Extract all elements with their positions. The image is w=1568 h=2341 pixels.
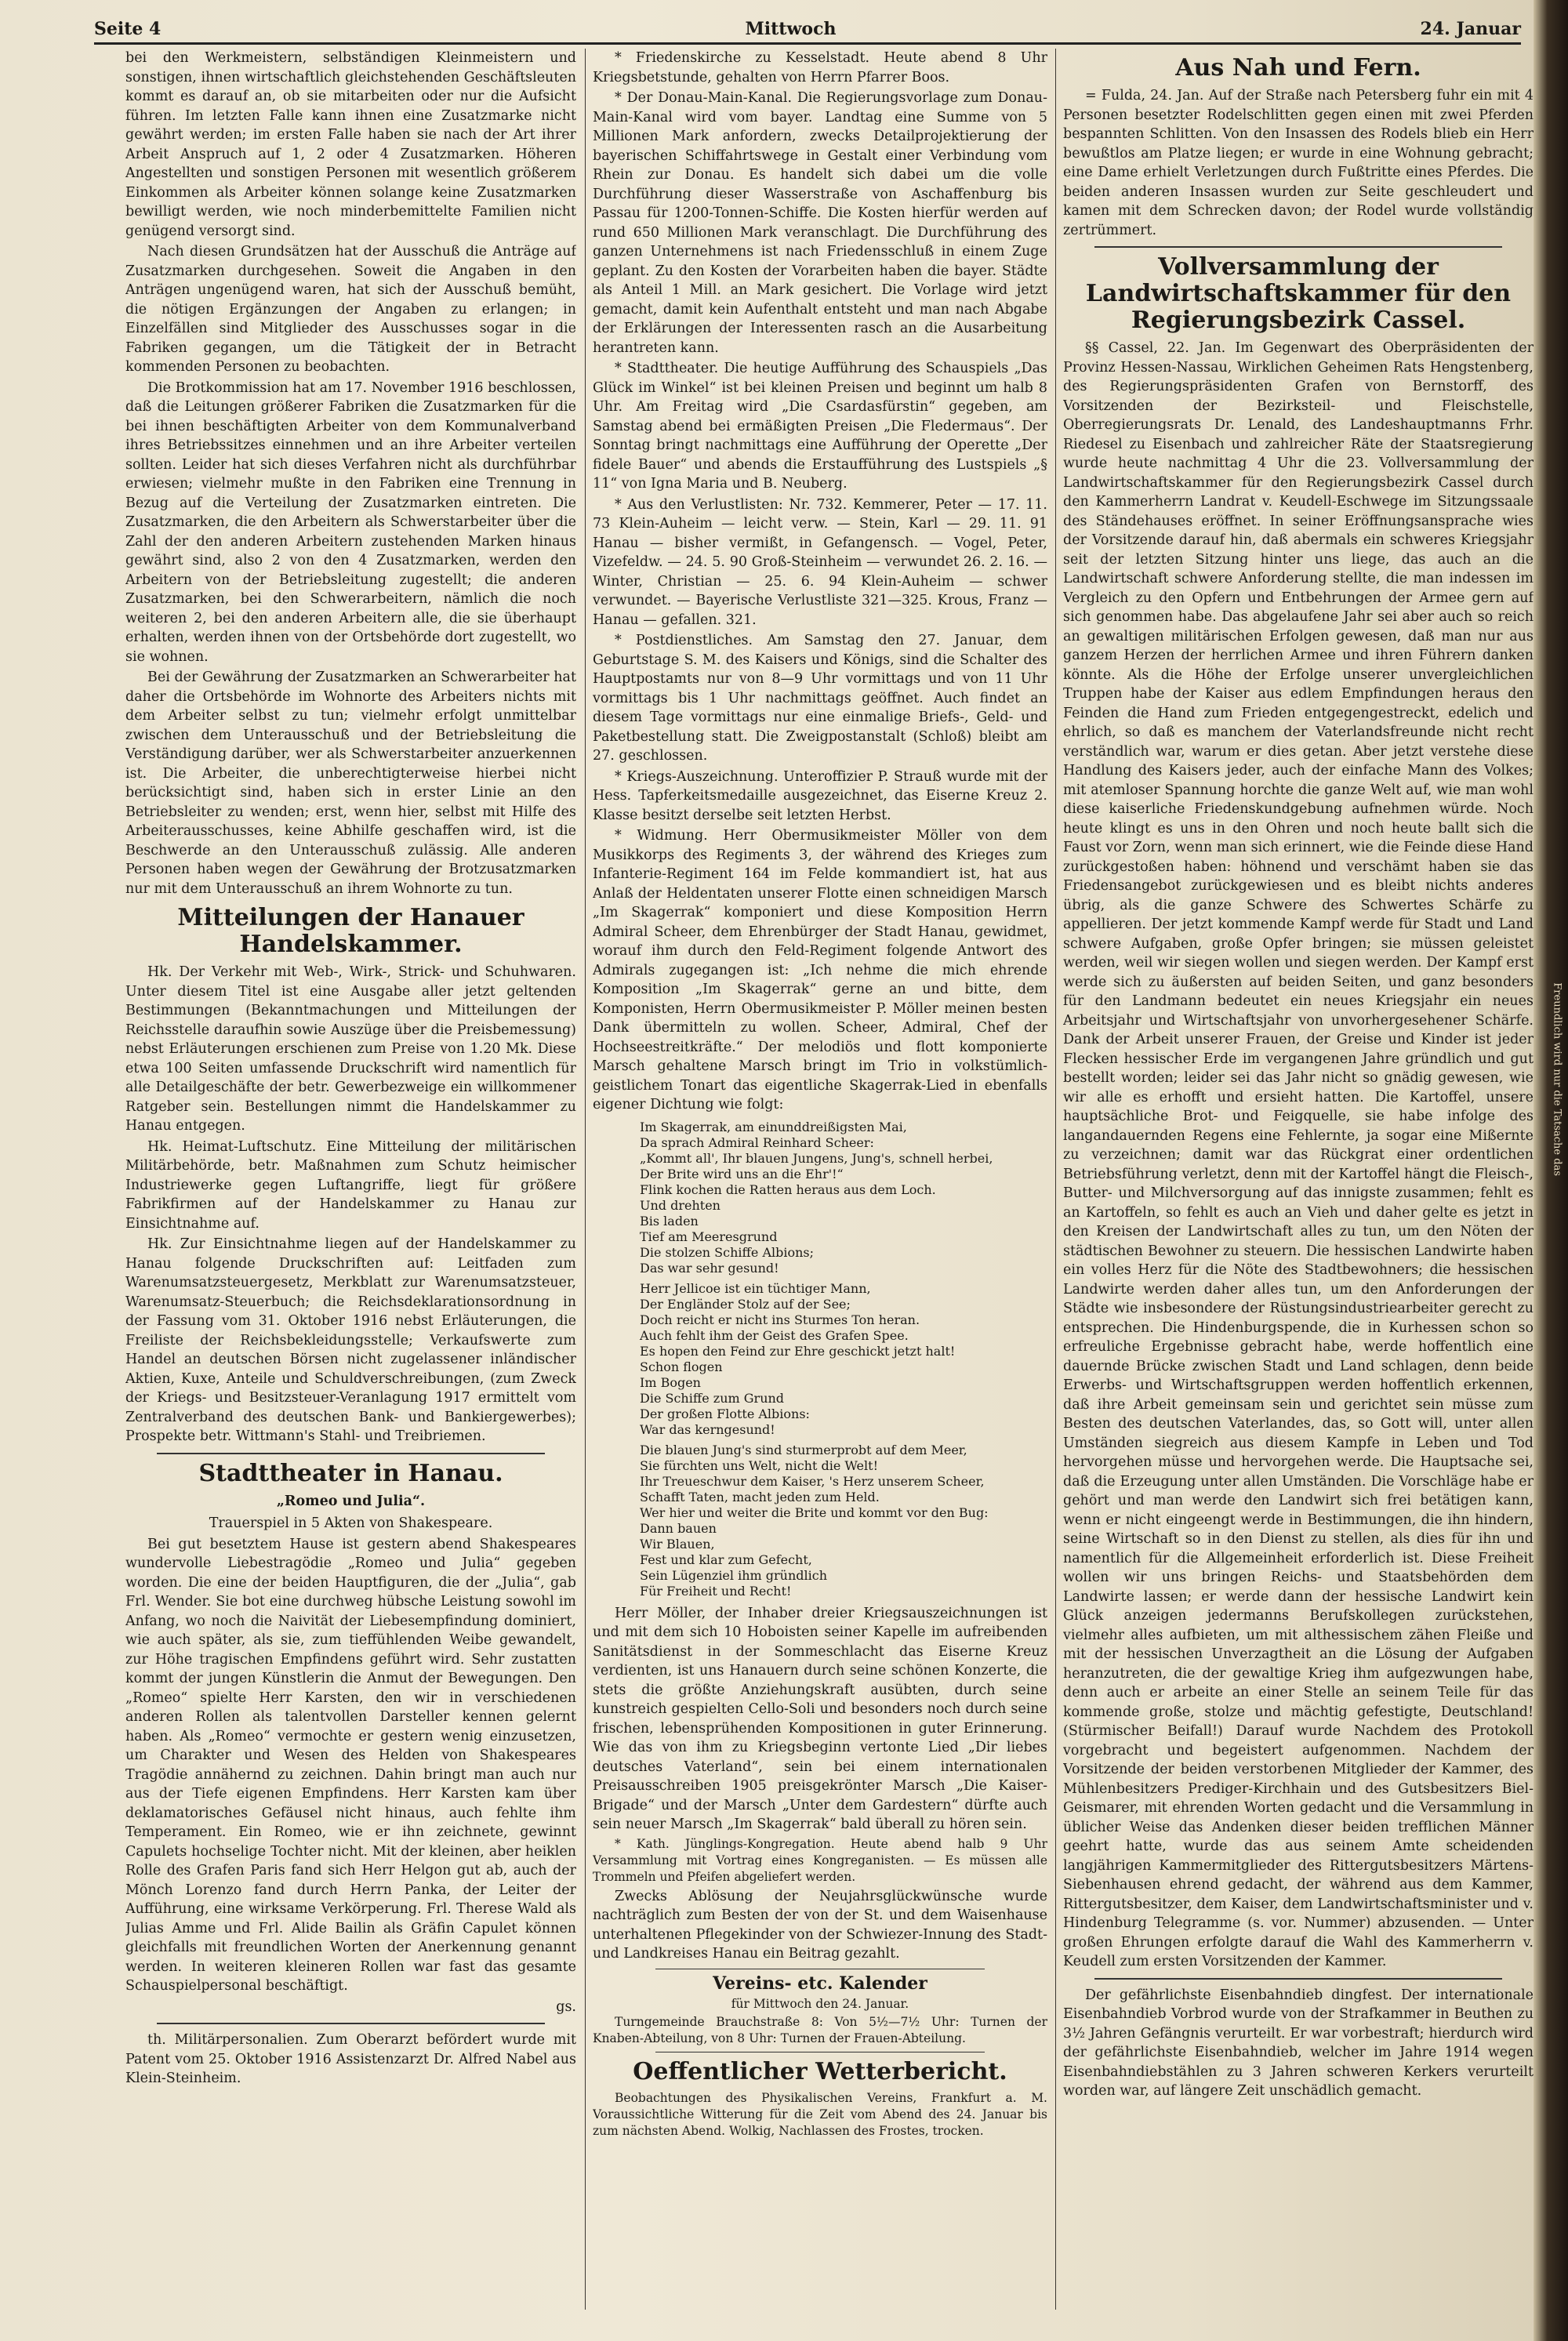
article-text: Der gefährlichste Eisenbahndieb dingfest. Der internationale Eisenbahndieb Vorbrod wurde von der Strafkammer in Beuthen zu 3½ Jahren Gefängnis verurteilt. Er war vorbestraft; hierdurch wird der gefährlichste Eisenbahndieb, welcher im Jahre 1914 wegen Eisenbahndiebstählen zu 3 Jahren schweren Kerkers verurteilt worden war, auf längere Zeit unschädlich gemacht. [1063,1987,1534,2099]
weather-heading: Oeffentlicher Wetterbericht. [633,2058,1007,2085]
issue-date: 24. Januar [1420,19,1521,39]
article-text: * Der Donau-Main-Kanal. Die Regierungsvorlage zum Donau-Main-Kanal wird vom bayer. Landtag eine Summe von 5 Millionen Mark anfordern, zwecks Detailprojektierung der bayerischen Schiffahrtswege in Gestalt einer Verbindung vom Rhein zur Donau. Es handelt sich dabei um die volle Durchführung dieser Wasserstraße von Aschaffenburg bis Passau für 1200-Tonnen-Schiffe. Die Kosten hierfür werden auf rund 650 Millionen Mark veranschlagt. Die Durchführung des ganzen Unternehmens ist nach Friedensschluß in einem Zuge geplant. Zu den Kosten der Vorarbeiten haben die bayer. Städte als Anteil 1 Mill. an Mark gesichert. Die Vorlage wird jetzt gemacht, damit kein Aufenthalt entsteht und man nach Abgabe der Erklärungen der Interessenten rasch an die Ausarbeitung herantreten kann. [593,90,1047,356]
author-signature: gs. [556,1998,576,2015]
poem-stanza: Herr Jellicoe ist ein tüchtiger Mann, Der Engländer Stolz auf der See; Doch reicht er nicht ins Sturmes Ton heran. Auch fehlt ihm der Geist des Grafen Spee. Es hopen den Feind zur Ehre geschickt jetzt halt! Schon flogen Im Bogen Die Schiffe zum Grund Der großen Flotte Albions: War das kerngesund! [640,1280,956,1437]
article-text: * Widmung. Herr Obermusikmeister Möller von dem Musikkorps des Regiments 3, der während des Krieges zum Infanterie-Regiment 164 im Felde kommandiert ist, hat aus Anlaß der Heldentaten unserer Flotte einen schneidigen Marsch „Im Skagerrak“ komponiert und diese Komposition Herrn Admiral Scheer, dem Ehrenbürger der Stadt Hanau, gewidmet, worauf ihm durch den Feld-Regiment folgende Antwort des Admirals zugegangen ist: „Ich nehme die mich ehrende Komposition „Im Skagerrak“ gerne an und bitte, dem Komponisten, Herrn Obermusikmeister P. Möller meinen besten Dank übermitteln zu wollen. Scheer, Admiral, Chef der Hochseestreitkräfte.“ Der melodiös und flott komponierte Marsch gehaltene Marsch bringt im Trio in volkstümlich-geistlichem Tonart das eigentliche Skagerrak-Lied in ebenfalls eigener Dichtung wie folgt: [593,828,1047,1112]
article-text: Herr Möller, der Inhaber dreier Kriegsauszeichnungen ist und mit dem sich 10 Hoboisten seiner Kapelle im aufreibenden Sanitätsdienst in der Sommeschlacht das Eiserne Kreuz verdienten, ist uns Hanauern durch seine schönen Konzerte, die stets die größte Anziehungskraft ausübten, durch seine kunstreich gespielten Cello-Soli und besonders noch durch seine frischen, lebensprühenden Kompositionen in guter Erinnerung. Wie das von ihm zu Kriegsbeginn vertonte Lied „Dir liebes deutsches Vaterland“, sein bei einem internationalen Preisausschreiben 1905 preisgekrönter Marsch „Die Kaiser-Brigade“ und der Marsch „Unter dem Gardestern“ dürfte auch sein neuer Marsch „Im Skagerrak“ bald überall zu hören sein. [593,1605,1047,1832]
section-heading-aus-nah-und-fern: Aus Nah und Fern. [1175,54,1421,82]
divider [1094,246,1502,248]
article-text: Hk. Zur Einsichtnahme liegen auf der Handelskammer zu Hanau folgende Druckschriften auf: Leitfaden zum Warenumsatzsteuergesetz, Merkblatt zur Warenumsatzsteuer, Warenumsatz-Steuerbuch; die Reichsdeklarationsordnung in der Fassung vom 31. Oktober 1916 nebst Erläuterungen, die Freiliste der Reichsbekleidungsstelle; Verkaufswerte zum Handel an deutschen Börsen nicht zugelassener inländischer Aktien, Kuxe, Anteile und Schuldverschreibungen, (zum Zweck der Kriegs- und Besitzsteuer-Veranlagung 1917 ermittelt vom Zentralverband des deutschen Bank- und Bankiergewerbes); Prospekte betr. Wittmann's Stahl- und Treibriemen. [125,1236,576,1444]
column-1 [125,49,576,2317]
article-text: §§ Cassel, 22. Jan. Im Gegenwart des Oberpräsidenten der Provinz Hessen-Nassau, Wirklichen Geheimen Rats Hengstenberg, des Regierungspräsidenten Grafen von Bernstorff, des Vorsitzenden der Bezirksteil- und Fleischstelle, Oberregierungsrats Dr. Lenald, des Landeshauptmanns Frhr. Riedesel zu Eisenbach und zahlreicher Räte der Staatsregierung wurde heute nachmittag 4 Uhr die 23. Vollversammlung der Landwirtschaftskammer für den Regierungsbezirk Cassel durch den Kammerherrn Landrat v. Keudell-Eschwege im Sitzungssaale des Ständehauses eröffnet. In seiner Eröffnungsansprache wies der Vorsitzende darauf hin, daß abermals ein schweres Kriegsjahr seit der letzten Sitzung hinter uns liege, das auch an die Landwirtschaft schwere Anforderung stellte, die man indessen im Vergleich zu den Opfern und Entbehrungen der Armee gern auf sich genommen habe. Das abgelaufene Jahr sei aber auch so reich an gewaltigen militärischen Erfolgen gewesen, daß man nur aus ganzem Herzen der herrlichen Armee und ihren Führern danken könnte. Als die Höhe der Erfolge unserer unvergleichlichen Truppen habe der Kaiser aus edlem Empfindungen heraus den Feinden die Hand zum Frieden entgegengestreckt, edelich und ehrlich, so daß es manchem der Vaterlandsfreunde nicht recht verständlich war, warum er dies getan. Aber jetzt verstehe diese Handlung des Kaisers jeder, auch der einfache Mann des Volkes; mit atemloser Spannung horchte die ganze Welt auf, wie man wohl diese kaiserliche Friedenskundgebung aufnehmen würde. Noch heute klingt es uns in den Ohren und noch heute ballt sich die Faust vor Zorn, wenn man sich erinnert, wie die Feinde diese Hand zurückgestoßen haben: höhnend und verschämt haben sie das Friedensangebot zurückgewiesen und es bleibt nichts anderes übrig, als die ganze Schwere des Schwertes Schärfe zu appellieren. Der jetzt kommende Kampf werde für Stadt und Land schwere Aufgaben, große Opfer bringen; sie müssen geleistet werden, weil wir siegen wollen und siegen werden. Der Kampf erst werde sich zu äußersten auf beiden Seiten, und ganz besonders für den Landmann bedeutet ein neues Kriegsjahr ein neues Arbeitsjahr und Wirtschaftsjahr von unvorhergesehener Schärfe. Dank der Arbeit unserer Frauen, der Greise und Kinder ist jeder Flecken hessischer Erde im vergangenen Jahre gründlich und gut bestellt worden; leider sei das Jahr nicht so gnädig gewesen, wie wir alle es erhofft und ersieht hatten. Die Kartoffel, unsere hauptsächliche Brot- und Feigquelle, sie habe infolge des langandauernden Regens eine Fehlernte, ja sogar eine Mißernte zu verzeichnen; damit war das Rückgrat einer ordentlichen Betriebsführung verletzt, denn mit der Kartoffel hängt die Fleisch-, Butter- und Milchversorgung auf das innigste zusammen; fehlt es an Kartoffeln, so fehlt es auch an Vieh und daher gelte es jetzt in den Kreisen der Landwirtschaft alles zu tun, um den Nöten der städtischen Bewohner zu steuern. Die hessischen Landwirte haben ein volles Herz für die Nöte des Stadtbewohners; die hessischen Landwirte werden daher alles tun, um den Anforderungen der Städte wie insbesondere der Rüstungsindustriearbeiter gerecht zu entsprechen. Die Hindenburgspende, die in Kurhessen schon so erfreuliche Ergebnisse gebracht habe, werde hoffentlich eine dauernde Brücke zwischen Stadt und Land schlagen, denn beide Erwerbs- und Wirtschaftsgruppen werden hoffentlich erkennen, daß ihre Arbeit gemeinsam sein und gerichtet sein müsse zum Besten des deutschen Vaterlandes, das, so Gott will, unter allen Umständen siegreich aus diesem Kampfe in Leben und Tod hervorgehen müsse und hervorgehen werde. Die Hauptsache sei, daß die Erzeugung unter allen Umständen. Die Vorschläge habe er gehört und man werde den Landwirt sich frei betätigen kann, wenn er nicht eingeengt werde in Bestimmungen, die ihn hindern, seine Wirtschaft so in den Dienst zu stellen, als dies für ihn und namentlich für die Allgemeinheit erforderlich ist. Diese Freiheit wollen wir uns bringen Reichs- und Staatsbehörden dem Landwirte lassen; er werde dann der hessische Landwirt kein Glück anzeigen jedermanns Berufskollegen zurückstehen, vielmehr alles aufbieten, um mit althessischem zähen Fleiße und mit der hessischen Unverzagtheit an die Lösung der Aufgaben heranzutreten, die der gewaltige Krieg ihm aufgezwungen habe, denn auch er arbeite an einer Stelle an seinem Teile für das kommende große, stolze und mächtig gefestigte, Deutschland! (Stürmischer Beifall!) Darauf wurde Nachdem des Protokoll vorgebracht und begeistert aufgenommen. Nachdem der Vorsitzende der beiden verstorbenen Mitglieder der Kammer, des Mühlenbesitzers Prediger-Kirchhain und des Gutsbesitzers Biel-Geismarer, mit ehrenden Worten gedacht und die Versammlung in üblicher Weise das Andenken dieser beiden trefflichen Männer geehrt hatte, wurde das aus seinem Amte scheidenden langjährigen Kammermitglieder des Rittergutsbesitzers Märtens-Siebenhausen ehrend gedacht, der während aus dem Kammer, Rittergutsbesitzer, dem Kaiser, dem Landwirtschaftsminister und v. Hindenburg Telegramme (s. vor. Nummer) abzusenden. — Unter großen Ehrungen erfolgte darauf die Wahl des Kammerherrn v. Keudell zum ersten Vorsitzenden der Kammer. [1063,340,1534,1969]
review-title: „Romeo und Julia“. [276,1493,426,1509]
article-text: Bei gut besetztem Hause ist gestern abend Shakespeares wundervolle Liebestragödie „Romeo und Julia“ gegeben worden. Die eine der beiden Hauptfiguren, die der „Julia“, gab Frl. Wender. Sie bot eine durchweg hübsche Leistung sowohl im Anfang, wo noch die Naivität der Liebesempfindung dominiert, wie auch später, als sie, zum tieffühlenden Weibe gewandelt, zur Höhe tragischen Empfindens geführt wird. Sehr zustatten kommt der jungen Künstlerin die Anmut der Bewegungen. Den „Romeo“ spielte Herr Karsten, den wir in verschiedenen anderen Rollen als talentvollen Darsteller kennen gelernt haben. Als „Romeo“ vermochte er gestern wenig einzusetzen, um Charakter und Wesen des Helden von Shakespeares Tragödie annähernd zu zeichnen. Dahin bringt man auch nur aus der Tiefe eigenen Empfindens. Herr Karsten kam über deklamatorisches Gefäusel nicht hinaus, auch fehlte ihm Temperament. Ein Romeo, wie er ihn zeichnete, gewinnt Capulets hochselige Tochter nicht. Mit der kleinen, aber heiklen Rolle des Grafen Paris fand sich Herr Helgon gut ab, auch der Mönch Lorenzo fand durch Herrn Panka, der Leiter der Aufführung, eine wirksame Verkörperung. Frl. Therese Wald als Julias Amme und Frl. Alide Bailin als Gräfin Capulet können gleichfalls mit freundlichen Worten der Anerkennung genannt werden. In weiteren kleineren Rollen war fast das gesamte Schauspielpersonal beschäftigt. [125,1536,576,1994]
divider [1094,1978,1502,1980]
column-rule [1055,49,1056,2310]
article-text: * Stadttheater. Die heutige Aufführung des Schauspiels „Das Glück im Winkel“ ist bei kleinen Preisen und beginnt um halb 8 Uhr. Am Freitag wird „Die Csardasfürstin“ gegeben, am Samstag abend bei ermäßigten Preisen „Die Fledermaus“. Der Sonntag bringt nachmittags eine Aufführung der Operette „Der fidele Bauer“ und abends die Erstaufführung des Lustspiels „§ 11“ von Igna Maria und B. Neuberg. [593,361,1047,492]
column-3 [1063,49,1534,2317]
article-text: Nach diesen Grundsätzen hat der Ausschuß die Anträge auf Zusatzmarken durchgesehen. Soweit die Angaben in den Anträgen ungenügend waren, hat sich der Ausschuß bemüht, die nötigen Ergänzungen der Angaben zu erlangen; in Einzelfällen sind Mitglieder des Ausschusses sogar in die Fabriken gegangen, um die Tätigkeit der in Betracht kommenden Personen zu beobachten. [125,244,576,375]
article-text: * Kath. Jünglings-Kongregation. Heute abend halb 9 Uhr Versammlung mit Vortrag eines Kongreganisten. — Es müssen alle Trommeln und Pfeifen abgeliefert werden. [593,1836,1047,1884]
divider [157,1453,545,1454]
weather-report: Beobachtungen des Physikalischen Vereins, Frankfurt a. M. Voraussichtliche Witterung für die Zeit vom Abend des 24. Januar bis zum nächsten Abend. Wolkig, Nachlassen des Frostes, trocken. [593,2091,1047,2138]
review-subtitle: Trauerspiel in 5 Akten von Shakespeare. [209,1515,493,1531]
binding-edge [1534,0,1568,2341]
poem-stanza: Die blauen Jung's sind sturmerprobt auf dem Meer, Sie fürchten uns Welt, nicht die Welt! Ihr Treueschwur dem Kaiser, 's Herz unserem Scheer, Schafft Taten, macht jeden zum Held. Wer hier und weiter die Brite und kommt vor den Bug: Dann bauen Wir Blauen, Fest und klar zum Gefecht, Sein Lügenziel ihm gründlich Für Freiheit und Recht! [640,1442,989,1599]
article-text: * Kriegs-Auszeichnung. Unteroffizier P. Strauß wurde mit der Hess. Tapferkeitsmedaille ausgezeichnet, das Eiserne Kreuz 2. Klasse besitzt derselbe seit letzten Herbst. [593,768,1047,823]
article-text: Bei der Gewährung der Zusatzmarken an Schwerarbeiter hat daher die Ortsbehörde im Wohnorte des Arbeiters nichts mit dem Arbeiter selbst zu tun; vielmehr erfolgt unmittelbar zwischen dem Unterausschuß und der Betriebsleitung die Verständigung darüber, wer als Schwerstarbeiter anzuerkennen ist. Die Arbeiter, die unberechtigterweise hierbei nicht berücksichtigt sind, haben sich in erster Linie an den Betriebsleiter zu wenden; erst, wenn hier, selbst mit Hilfe des Arbeiterausschusses, keine Abhilfe geschaffen wird, ist die Beschwerde an den Unterausschuß zulässig. Alle anderen Personen haben wegen der Gewährung der Brotzusatzmarken nur mit dem Unterausschuß an ihrem Wohnorte zu tun. [125,670,576,897]
section-heading-vollversammlung: Vollversammlung der Landwirtschaftskammer für den Regierungsbezirk Cassel. [1085,253,1512,334]
article-text: bei den Werkmeistern, selbständigen Kleinmeistern und sonstigen, ihnen wirtschaftlich gleichstehenden Geschäftsleuten kommt es darauf an, ob sie mitarbeiten oder nur die Aufsicht führen. Im letzten Falle kann ihnen eine Zusatzmarke nicht gewährt werden; im ersten Falle haben sie nach der Art ihrer Arbeit Anspruch auf 1, 2 oder 4 Zusatzmarken. Höheren Angestellten und sonstigen Personen mit wesentlich größerem Einkommen als Arbeiter können solange keine Zusatzmarken bewilligt werden, wie noch minderbemittelte Familien nicht genügend versorgt sind. [125,50,576,239]
column-2 [593,49,1047,2317]
article-text: = Fulda, 24. Jan. Auf der Straße nach Petersberg fuhr ein mit 4 Personen besetzter Rodelschlitten gegen einen mit zwei Pferden bespannten Schlitten. Von den Insassen des Rodels blieb ein Herr bewußtlos am Platze liegen; er wurde in eine Wohnung gebracht; eine Dame erhielt Verletzungen durch Fußtritte eines Pferdes. Die beiden anderen Insassen wurden zur Seite geschleudert und kamen mit dem Schrecken davon; der Rodel wurde vollständig zertrümmert. [1063,88,1534,238]
article-text: Die Brotkommission hat am 17. November 1916 beschlossen, daß die Leitungen größerer Fabriken die Zusatzmarken für die bei ihnen beschäftigten Arbeiter von dem Kommunalverband ihres Betriebssitzes einnehmen und an ihre Arbeiter verteilen sollten. Leider hat sich dieses Verfahren nicht als durchführbar erwiesen; vielmehr mußte in den Fabriken eine Trennung in Bezug auf die Verteilung der Zusatzmarken eintreten. Die Zusatzmarken, die den Arbeitern als Schwerstarbeiter über die Zahl der den anderen Arbeitern zustehenden Marken hinaus gewährt sind, also 2 von den 4 Zusatzmarken, werden den Arbeitern von der Betriebsleitung zugestellt; die anderen Zusatzmarken, bei den Schwerarbeitern, nämlich die noch weiteren 2, bei den anderen Arbeitern alle, die sie überhaupt erhalten, werden ihnen von der Ortsbehörde dort zugestellt, wo sie wohnen. [125,379,576,665]
article-text: * Postdienstliches. Am Samstag den 27. Januar, dem Geburtstage S. M. des Kaisers und Königs, sind die Schalter des Hauptpostamts nur von 8—9 Uhr vormittags und von 11 Uhr vormittags bis 1 Uhr nachmittags geöffnet. Auch findet an diesem Tage vormittags nur eine einmalige Briefs-, Geld- und Paketbestellung statt. Die Zweigpostanstalt (Schloß) bleibt am 27. geschlossen. [593,633,1047,764]
article-text: Hk. Heimat-Luftschutz. Eine Mitteilung der militärischen Militärbehörde, betr. Maßnahmen zum Schutz heimischer Industriewerke gegen Luftangriffe, liegt für größere Fabrikfirmen auf der Handelskammer zu Hanau zur Einsichtnahme auf. [125,1138,576,1232]
column-rule [585,49,586,2310]
article-text: th. Militärpersonalien. Zum Oberarzt befördert wurde mit Patent vom 25. Oktober 1916 Assistenzarzt Dr. Alfred Nabel aus Klein-Steinheim. [125,2032,576,2086]
page-number: Seite 4 [94,19,162,39]
calendar-heading: Vereins- etc. Kalender [713,1973,927,1994]
page-header [94,16,1521,45]
calendar-date: für Mittwoch den 24. Januar. [731,1997,909,2011]
article-text: Hk. Der Verkehr mit Web-, Wirk-, Strick- und Schuhwaren. Unter diesem Titel ist eine Ausgabe aller jetzt geltenden Bestimmungen (Bekanntmachungen und Mitteilungen der Reichsstelle daraufhin sowie Auszüge über die Preisbemessung) nebst Erläuterungen erschienen zum Preise von 1.20 Mk. Diese etwa 100 Seiten umfassende Druckschrift wird namentlich für alle Detailgeschäfte der betr. Gewerbezweige ein willkommener Ratgeber sein. Bestellungen nimmt die Handelskammer zu Hanau entgegen. [125,964,576,1134]
divider [157,2023,545,2024]
section-heading-stadttheater: Stadttheater in Hanau. [198,1459,503,1487]
calendar-entry: Turngemeinde Brauchstraße 8: Von 5½—7½ Uhr: Turnen der Knaben-Abteilung, von 8 Uhr: Turnen der Frauen-Abteilung. [593,2015,1047,2045]
edge-text: Freundlich wird nur die Tatsache das [1552,982,1563,1176]
article-text: Zwecks Ablösung der Neujahrsglückwünsche wurde nachträglich zum Besten der von der St. und dem Waisenhause unterhaltenen Pflegekinder von der Schwiezer-Innung des Stadt- und Landkreises Hanau ein Beitrag gezahlt. [593,1888,1047,1962]
article-text: * Friedenskirche zu Kesselstadt. Heute abend 8 Uhr Kriegsbetstunde, gehalten von Herrn Pfarrer Boos. [593,50,1047,85]
poem-stanza: Im Skagerrak, am einunddreißigsten Mai, Da sprach Admiral Reinhard Scheer: „Kommt all', Ihr blauen Jungens, Jung's, schnell herbei, Der Brite wird uns an die Ehr'!“ Flink kochen die Ratten heraus aus dem Loch. Und drehten Bis laden Tief am Meeresgrund Die stolzen Schiffe Albions; Das war sehr gesund! [640,1119,993,1276]
article-text: * Aus den Verlustlisten: Nr. 732. Kemmerer, Peter — 17. 11. 73 Klein-Auheim — leicht verw. — Stein, Karl — 29. 11. 91 Hanau — bisher vermißt, in Gefangensch. — Vogel, Peter, Vizefeldw. — 24. 5. 90 Groß-Steinheim — verwundet 26. 2. 16. — Winter, Christian — 25. 6. 94 Klein-Auheim — schwer verwundet. — Bayerische Verlustliste 321—325. Krous, Franz — Hanau — gefallen. 321. [593,496,1047,628]
weekday: Mittwoch [745,19,837,39]
section-heading-handelskammer: Mitteilungen der Hanauer Handelskammer. [177,904,524,958]
